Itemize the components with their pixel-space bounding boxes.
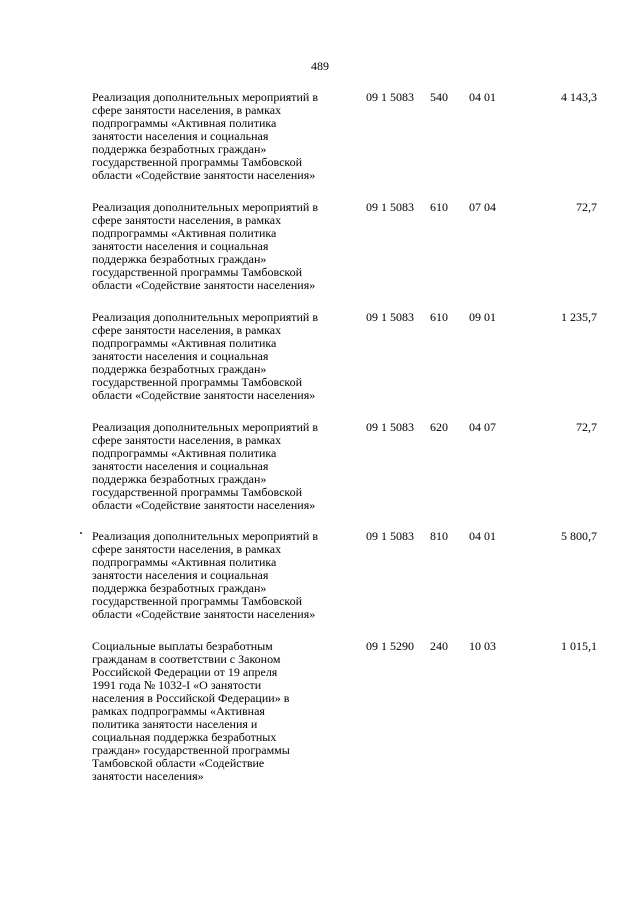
row-target-code: 09 1 5083 xyxy=(366,420,414,434)
row-expense-type: 540 xyxy=(430,90,448,104)
row-amount: 72,7 xyxy=(576,420,597,434)
table-row xyxy=(0,421,640,530)
row-amount: 4 143,3 xyxy=(561,90,597,104)
row-expense-type: 610 xyxy=(430,200,448,214)
row-description: Реализация дополнительных мероприятий в сфере занятости населения, в рамках подпрограммы «Активная политика занятости населения и социальная поддержка безработных граждан» государственной программы Тамбовской области «Содействие занятости населения» xyxy=(92,310,319,402)
row-target-code: 09 1 5290 xyxy=(366,639,414,653)
row-description: Реализация дополнительных мероприятий в сфере занятости населения, в рамках подпрограммы «Активная политика занятости населения и социальная поддержка безработных граждан» государственной программы Тамбовской области «Содействие занятости населения» xyxy=(92,529,319,621)
row-amount: 72,7 xyxy=(576,200,597,214)
table-row xyxy=(0,91,640,201)
row-description: Реализация дополнительных мероприятий в сфере занятости населения, в рамках подпрограммы «Активная политика занятости населения и социальная поддержка безработных граждан» государственной программы Тамбовской области «Содействие занятости населения» xyxy=(92,420,319,512)
row-description: Реализация дополнительных мероприятий в сфере занятости населения, в рамках подпрограммы «Активная политика занятости населения и социальная поддержка безработных граждан» государственной программы Тамбовской области «Содействие занятости населения» xyxy=(92,200,319,292)
page-number: 489 xyxy=(311,59,329,73)
budget-table xyxy=(0,91,640,800)
row-target-code: 09 1 5083 xyxy=(366,529,414,543)
row-section-code: 07 04 xyxy=(469,200,496,214)
row-section-code: 04 01 xyxy=(469,529,496,543)
row-section-code: 04 01 xyxy=(469,90,496,104)
row-expense-type: 810 xyxy=(430,529,448,543)
table-row xyxy=(0,640,640,800)
row-description: Реализация дополнительных мероприятий в сфере занятости населения, в рамках подпрограммы «Активная политика занятости населения и социальная поддержка безработных граждан» государственной программы Тамбовской области «Содействие занятости населения» xyxy=(92,90,319,182)
row-section-code: 09 01 xyxy=(469,310,496,324)
row-expense-type: 240 xyxy=(430,639,448,653)
row-amount: 1 235,7 xyxy=(561,310,597,324)
row-amount: 5 800,7 xyxy=(561,529,597,543)
table-row xyxy=(0,311,640,421)
row-expense-type: 610 xyxy=(430,310,448,324)
row-target-code: 09 1 5083 xyxy=(366,200,414,214)
row-section-code: 04 07 xyxy=(469,420,496,434)
table-row xyxy=(0,201,640,311)
table-row xyxy=(0,530,640,640)
row-section-code: 10 03 xyxy=(469,639,496,653)
row-target-code: 09 1 5083 xyxy=(366,310,414,324)
row-amount: 1 015,1 xyxy=(561,639,597,653)
row-target-code: 09 1 5083 xyxy=(366,90,414,104)
row-description: Социальные выплаты безработным гражданам в соответствии с Законом Российской Федерации от 19 апреля 1991 года № 1032-I «О занятости населения в Российской Федерации» в рамках подпрограммы «Активная политика занятости населения и социальная поддержка безработных граждан» государственной программы Тамбовской области «Содействие занятости населения» xyxy=(92,639,290,783)
row-expense-type: 620 xyxy=(430,420,448,434)
scan-mark xyxy=(80,532,82,534)
